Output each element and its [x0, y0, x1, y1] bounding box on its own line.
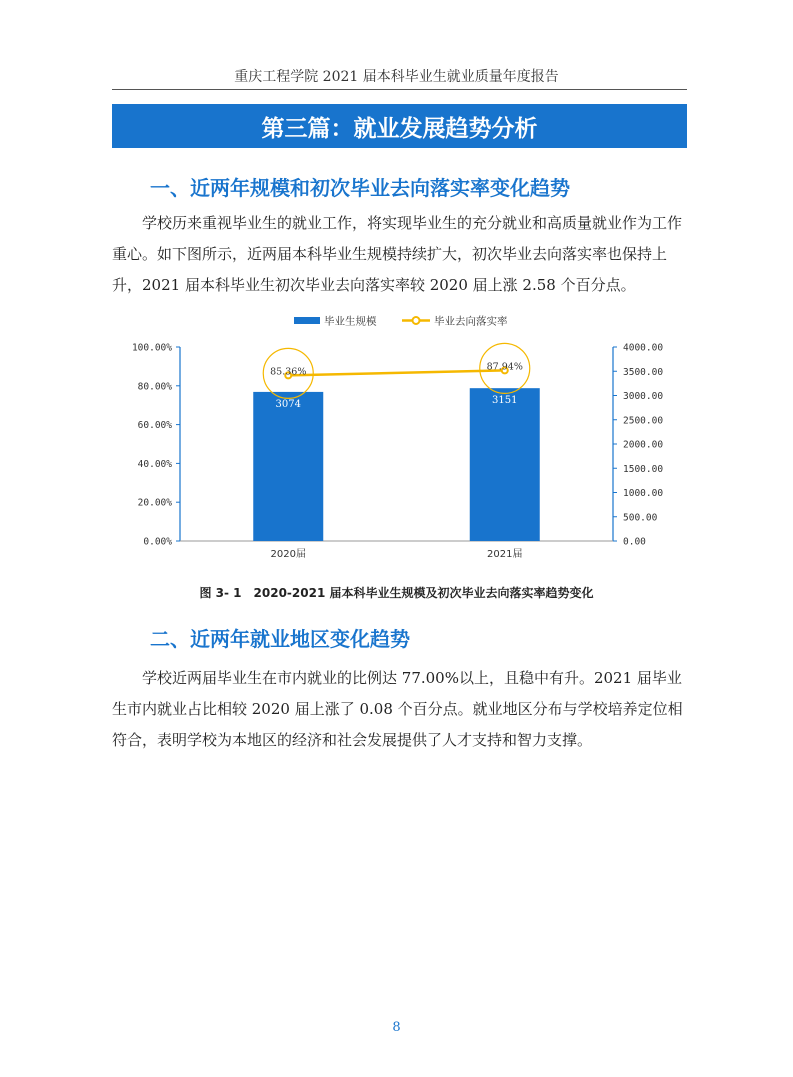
- legend-label-line: 毕业去向落实率: [434, 315, 508, 328]
- x-axis-category-label: 2020届: [270, 549, 306, 560]
- left-axis-tick-label: 0.00%: [143, 536, 172, 548]
- right-axis-tick-label: 4000.00: [623, 342, 664, 354]
- left-axis-tick-label: 80.00%: [137, 381, 172, 393]
- left-axis-tick-label: 100.00%: [131, 342, 172, 354]
- trend-chart: [112, 305, 697, 575]
- section-2-body: [112, 663, 690, 756]
- section-heading-2: 二、近两年就业地区变化趋势: [150, 627, 410, 651]
- chapter-banner: [112, 104, 687, 148]
- right-axis-tick-label: 3000.00: [623, 391, 664, 402]
- bar-value-label: 3151: [492, 395, 518, 407]
- legend-label-bar: 毕业生规模: [324, 315, 377, 328]
- report-header-title: 重庆工程学院 2021 届本科毕业生就业质量年度报告: [234, 69, 559, 85]
- left-axis-tick-label: 40.00%: [137, 458, 172, 470]
- legend-marker-line: [413, 317, 420, 324]
- header-divider: [112, 89, 687, 90]
- figure-caption: 图 3- 1 2020-2021 届本科毕业生规模及初次毕业去向落实率趋势变化: [199, 586, 594, 600]
- bar-value-label: 3074: [275, 398, 301, 410]
- right-axis-tick-label: 2000.00: [623, 439, 664, 451]
- right-axis-tick-label: 3500.00: [623, 366, 664, 378]
- legend-swatch-bar: [294, 317, 320, 324]
- left-axis-tick-label: 60.00%: [137, 420, 172, 432]
- page-number: 8: [392, 1020, 401, 1035]
- chapter-title: 第三篇：就业发展趋势分析: [261, 115, 538, 142]
- right-axis-tick-label: 0.00: [623, 536, 646, 548]
- right-axis-tick-label: 500.00: [623, 512, 658, 524]
- section-1-body: [112, 208, 690, 301]
- line-point-label: 85.36%: [270, 366, 307, 378]
- line-point-label: 87.94%: [486, 361, 523, 373]
- section-2-paragraph: 学校近两届毕业生在市内就业的比例达 77.00%以上，且稳中有升。2021 届毕业生市内就业占比相较 2020 届上涨了 0.08 个百分点。就业地区分布与学校培养定位相符合，表明学校为本地区的经济和社会发展提供了人才支持和智力支撑。: [112, 669, 683, 749]
- right-axis-tick-label: 2500.00: [623, 415, 664, 427]
- left-axis-tick-label: 20.00%: [137, 497, 172, 509]
- line-placement-rate: [288, 370, 505, 375]
- section-1-paragraph: 学校历来重视毕业生的就业工作，将实现毕业生的充分就业和高质量就业作为工作重心。如下图所示，近两届本科毕业生规模持续扩大，初次毕业去向落实率也保持上升，2021 届本科毕业生初次毕业去向落实率较 2020 届上涨 2.58 个百分点。: [112, 214, 683, 294]
- right-axis-tick-label: 1500.00: [623, 463, 664, 475]
- right-axis-tick-label: 1000.00: [623, 488, 664, 499]
- bar-graduate-count: [253, 392, 323, 541]
- trend-chart-svg: [112, 305, 697, 575]
- bar-graduate-count: [470, 388, 540, 541]
- x-axis-category-label: 2021届: [487, 549, 523, 560]
- section-heading-1: 一、近两年规模和初次毕业去向落实率变化趋势: [150, 176, 570, 200]
